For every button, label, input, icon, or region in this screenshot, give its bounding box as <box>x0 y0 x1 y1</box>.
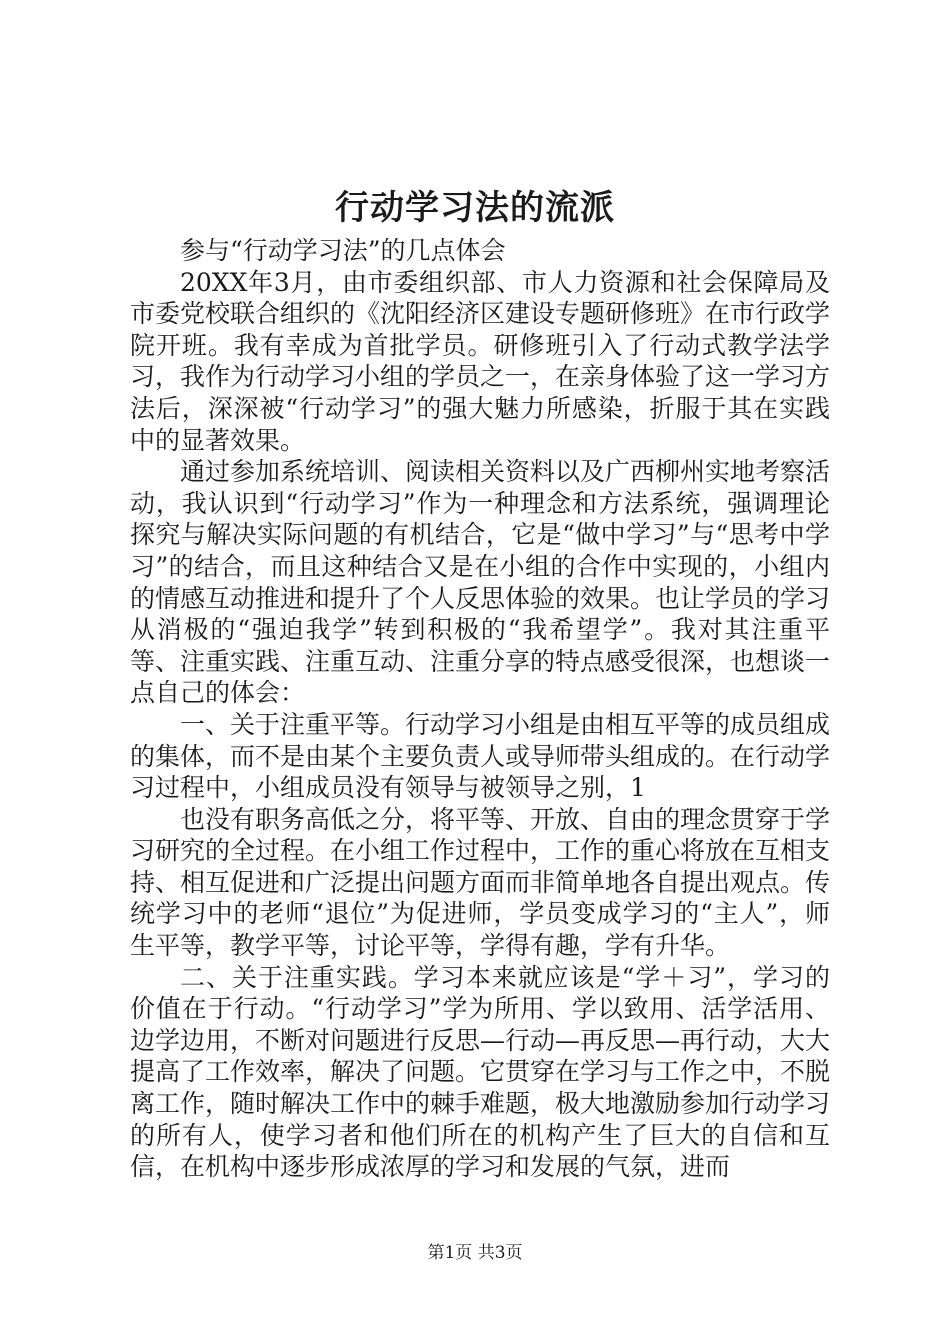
body-paragraph: 也没有职务高低之分，将平等、开放、自由的理念贯穿于学习研究的全过程。在小组工作过程中，工作的重心将放在互相支持、相互促进和广泛提出问题方面而非简单地各自提出观点。传统学习中的老师“退位”为促进师，学员变成学习的“主人”，师生平等，教学平等，讨论平等，学得有趣，学有升华。 <box>130 804 831 961</box>
subtitle-paragraph: 参与“行动学习法”的几点体会 <box>180 236 506 265</box>
document-title: 行动学习法的流派 <box>335 188 615 228</box>
page-footer: 第1页 共3页 <box>427 1243 523 1263</box>
document-body <box>130 235 830 1183</box>
body-paragraph: 二、关于注重实践。学习本来就应该是“学＋习”，学习的价值在于行动。“行动学习”学为所用、学以致用、活学活用、边学边用，不断对问题进行反思—行动—再反思—再行动，大大提高了工作效率，解决了问题。它贯穿在学习与工作之中，不脱离工作，随时解决工作中的棘手难题，极大地激励参加行动学习的所有人，使学习者和他们所在的机构产生了巨大的自信和互信，在机构中逐步形成浓厚的学习和发展的气氛，进而 <box>130 962 831 1182</box>
body-paragraph: 20XX年3月，由市委组织部、市人力资源和社会保障局及市委党校联合组织的《沈阳经济区建设专题研修班》在市行政学院开班。我有幸成为首批学员。研修班引入了行动式教学法学习，我作为行动学习小组的学员之一，在亲身体验了这一学习方法后，深深被“行动学习”的强大魅力所感染，折服于其在实践中的显著效果。 <box>130 267 831 455</box>
body-paragraph: 一、关于注重平等。行动学习小组是由相互平等的成员组成的集体，而不是由某个主要负责人或导师带头组成的。在行动学习过程中，小组成员没有领导与被领导之别，1 <box>130 709 831 803</box>
body-paragraph: 通过参加系统培训、阅读相关资料以及广西柳州实地考察活动，我认识到“行动学习”作为一种理念和方法系统，强调理论探究与解决实际问题的有机结合，它是“做中学习”与“思考中学习”的结合，而且这种结合又是在小组的合作中实现的，小组内的情感互动推进和提升了个人反思体验的效果。也让学员的学习从消极的“强迫我学”转到积极的“我希望学”。我对其注重平等、注重实践、注重互动、注重分享的特点感受很深，也想谈一点自己的体会： <box>130 457 831 708</box>
